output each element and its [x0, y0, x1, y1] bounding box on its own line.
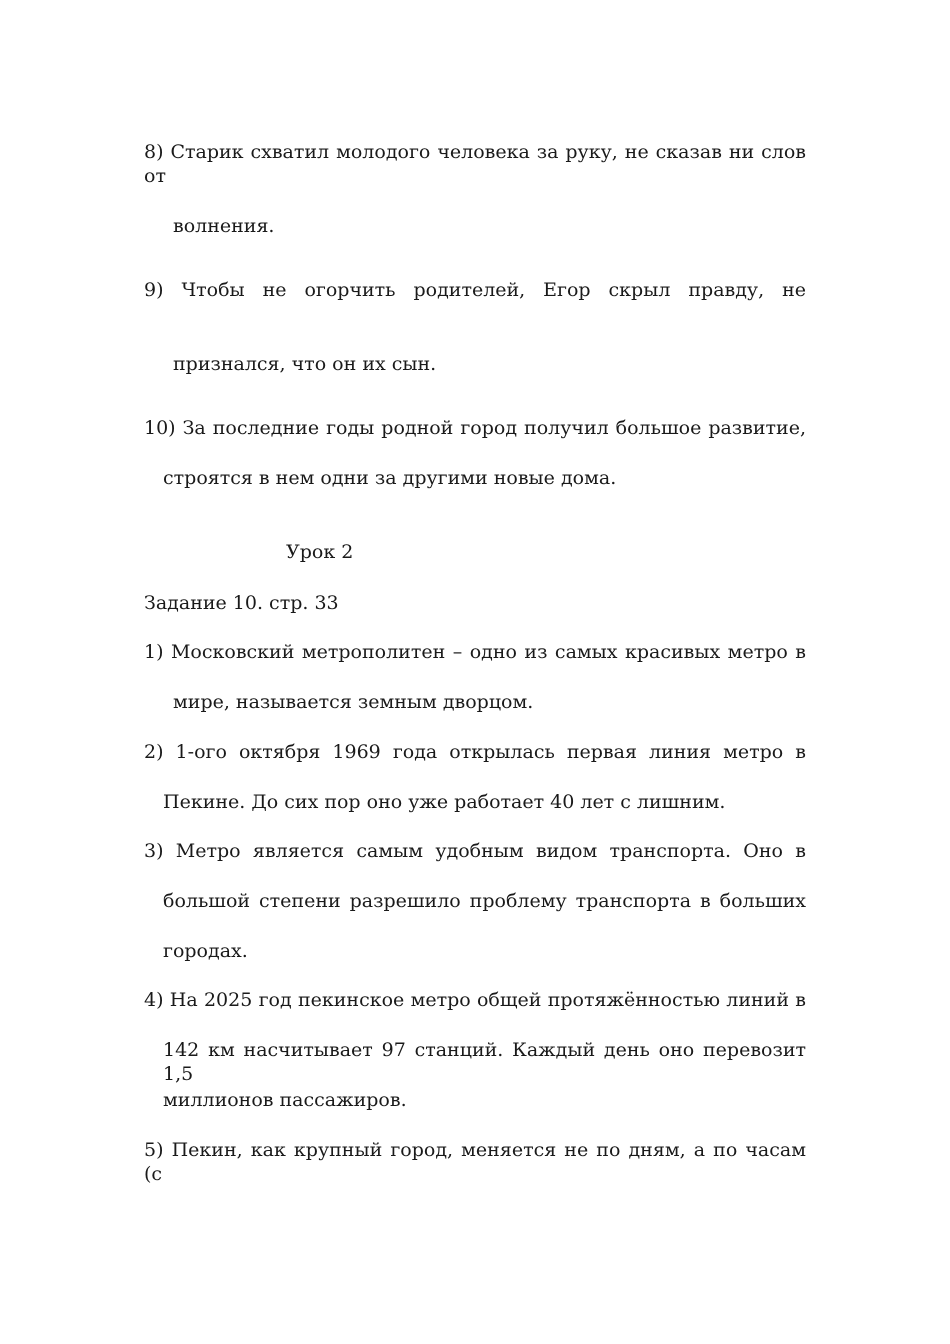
- task-3-line-1: 3) Метро является самым удобным видом транспорта. Оно в: [144, 840, 806, 862]
- lesson-title: Урок 2: [286, 541, 354, 563]
- task-2-line-1: 2) 1-ого октября 1969 года открылась первая линия метро в: [144, 741, 806, 763]
- task-1-line-2: мире, называется земным дворцом.: [173, 691, 534, 713]
- task-4-line-3: миллионов пассажиров.: [163, 1089, 407, 1111]
- task-5-line-1: 5) Пекин, как крупный город, меняется не по дням, а по часам (с: [144, 1139, 806, 1185]
- item-10-line-1: 10) За последние годы родной город получил большое развитие,: [144, 417, 806, 439]
- task-4-line-1: 4) На 2025 год пекинское метро общей протяжённостью линий в: [144, 989, 806, 1011]
- task-1-line-1: 1) Московский метрополитен – одно из самых красивых метро в: [144, 641, 806, 663]
- task-4-line-2: 142 км насчитывает 97 станций. Каждый день оно перевозит 1,5: [163, 1039, 806, 1085]
- item-10-line-2: строятся в нем одни за другими новые дома.: [163, 467, 617, 489]
- task-heading: Задание 10. стр. 33: [144, 592, 339, 614]
- task-2-line-2: Пекине. До сих пор оно уже работает 40 лет с лишним.: [163, 791, 726, 813]
- item-9-line-1: 9) Чтобы не огорчить родителей, Егор скрыл правду, не: [144, 279, 806, 301]
- task-3-line-2: большой степени разрешило проблему транспорта в больших: [163, 890, 806, 912]
- item-8-line-1: 8) Старик схватил молодого человека за руку, не сказав ни слов от: [144, 141, 806, 187]
- task-3-line-3: городах.: [163, 940, 248, 962]
- item-9-line-2: признался, что он их сын.: [173, 353, 437, 375]
- item-8-line-2: волнения.: [173, 215, 275, 237]
